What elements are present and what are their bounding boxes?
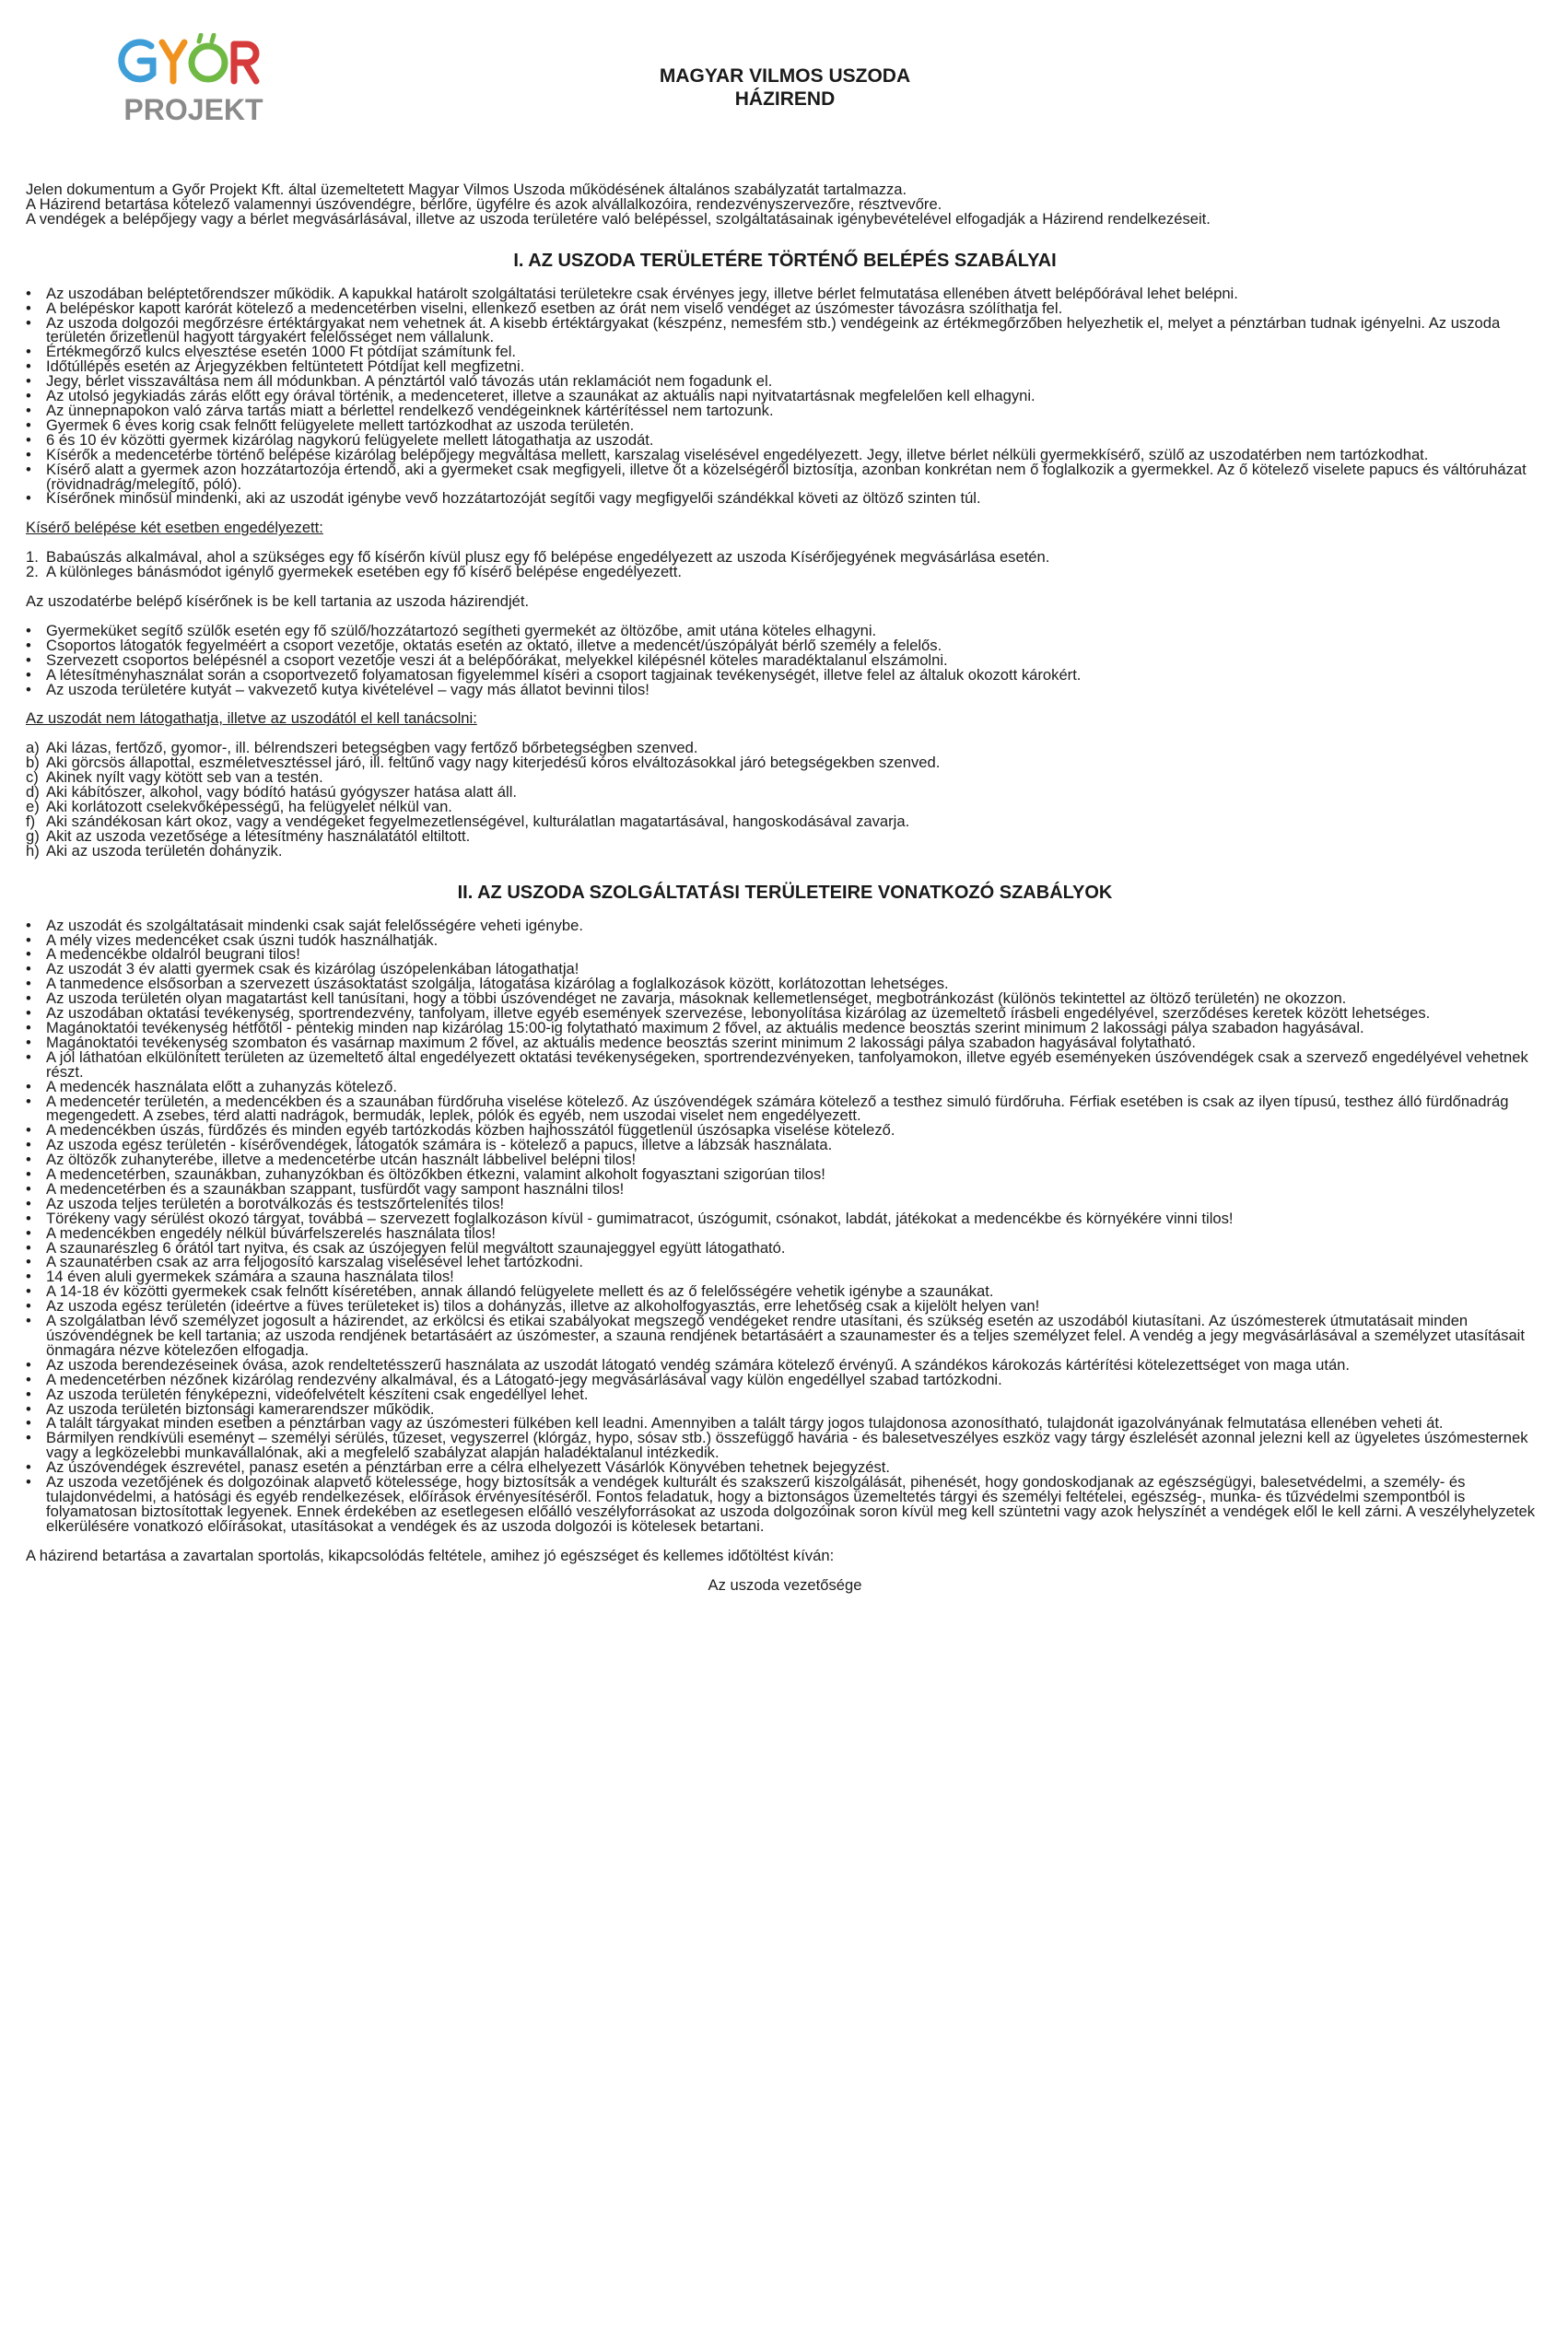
list-item: • Kísérő alatt a gyermek azon hozzátartozója értendő, aki a gyermeket csak megfigyeli, illetve őt a közelségéről biztosítja, azonban konkrétan nem ő foglalkozik a gyermekkel. Az ő kötelező viselete papucs és váltóruházat (rövidnadrág/melegítő, póló). [26,462,1544,492]
list-item: • A 14-18 év közötti gyermekek csak felnőtt kíséretében, annak állandó felügyelete mellett és az ő felelősségére vehetik igénybe a szaunákat. [26,1284,1544,1299]
list-item: • Az uszodát 3 év alatti gyermek csak és kizárólag úszópelenkában látogathatja! [26,962,1544,977]
list-item: • 14 éven aluli gyermekek számára a szauna használata tilos! [26,1269,1544,1284]
list-marker: h) [26,841,40,860]
list-item: • A szaunatérben csak az arra feljogosító karszalag viselésével lehet tartózkodni. [26,1255,1544,1269]
intro-paragraph: A vendégek a belépőjegy vagy a bérlet megvásárlásával, illetve az uszoda területére való belépéssel, szolgáltatásainak igénybevételével elfogadják a Házirend rendelkezéseit. [26,209,1211,228]
list-item: • A medencetérben és a szaunákban szappant, tusfürdőt vagy sampont használni tilos! [26,1182,1544,1197]
escort-subheading: Kísérő belépése két esetben engedélyezett: [26,519,323,537]
list-item: • Az uszodában beléptetőrendszer működik. A kapukkal határolt szolgáltatási területekre csak érvényes jegy, illetve bérlet felmutatása ellenében átvett belépőórával lehet belépni. [26,287,1544,301]
list-item: • Az uszoda berendezéseinek óvása, azok rendeltetésszerű használata az uszodát látogató vendég számára kötelező érvényű. A szándékos károkozás kártérítési kötelezettséget von maga után. [26,1358,1544,1373]
list-item: • 6 és 10 év közötti gyermek kizárólag nagykorú felügyelete mellett látogathatja az uszodát. [26,433,1544,448]
intro-paragraph: Jelen dokumentum a Győr Projekt Kft. által üzemeltetett Magyar Vilmos Uszoda működésének általános szabályzatát tartalmazza. [26,181,907,198]
list-item: • Az utolsó jegykiadás zárás előtt egy órával történik, a medenceteret, illetve a szaunákat az aktuális napi nyitvatartásnak megfelelően kell elhagyni. [26,389,1544,404]
list-item: • Az uszoda teljes területén a borotválkozás és testszőrtelenítés tilos! [26,1197,1544,1211]
document-subtitle: HÁZIREND [734,88,836,110]
list-item: • A medencékben engedély nélkül búvárfelszerelés használata tilos! [26,1226,1544,1241]
list-item: • Szervezett csoportos belépésnél a csoport vezetője veszi át a belépőórákat, melyekkel kilépésnél köteles maradéktalanul elszámolni. [26,653,1544,668]
list-item-text: Aki az uszoda területén dohányzik. [46,841,283,860]
intro [26,182,1544,227]
list-item: • A jól láthatóan elkülönített területen az üzemeltető által engedélyezett oktatási tevékenységeken, sportrendezvényeken, tanfolyamokon, illetve egyéb eseményeken úszóvendégek csak a szervező engedélyével vehetnek részt. [26,1050,1544,1080]
list-marker: f) [26,812,36,830]
list-item: • Gyermeküket segítő szülők esetén egy fő szülő/hozzátartozó segítheti gyermekét az öltözőbe, amit utána köteles elhagyni. [26,624,1544,638]
list-item: • Az öltözők zuhanyterébe, illetve a medencetérbe utcán használt lábbelivel belépni tilos! [26,1152,1544,1167]
list-item: • Az uszodát és szolgáltatásait mindenki csak saját felelősségére veheti igénybe. [26,918,1544,933]
list-item: • A tanmedence elsősorban a szervezett úszásoktatást szolgálja, látogatása kizárólag a foglalkozások között, korlátozottan lehetséges. [26,977,1544,991]
list-item: • Időtúllépés esetén az Árjegyzékben feltüntetett Pótdíjat kell megfizetni. [26,359,1544,374]
list-item: • Az úszóvendégek észrevétel, panasz esetén a pénztárban erre a célra elhelyezett Vásárlók Könyvében tehetnek bejegyzést. [26,1460,1544,1475]
section2-rules-list [26,918,1544,1534]
list-item: • Magánoktatói tevékenység szombaton és vasárnap maximum 2 fővel, az aktuális medence beosztás szerint minimum 2 lakossági pálya szabadon hagyásával folytatható. [26,1035,1544,1050]
list-item-text: Akit az uszoda vezetősége a létesítmény használatától eltiltott. [46,826,471,845]
list-item: • Az uszoda dolgozói megőrzésre értéktárgyakat nem vehetnek át. A kisebb értéktárgyakat (készpénz, nemesfém stb.) vendégeink az értékmegőrzőben helyezhetik el, melyet a pénztárban tudnak igényelni. Az uszoda területén őrizetlenül hagyott tárgyakért felelősséget nem vállalunk. [26,316,1544,345]
list-item: • Az uszoda területén olyan magatartást kell tanúsítani, hogy a többi úszóvendéget ne zavarja, másoknak kellemetlenséget, megbotránkozást (különös tekintettel az öltöző területén) ne okozzon. [26,991,1544,1006]
section-heading-1: I. AZ USZODA TERÜLETÉRE TÖRTÉNŐ BELÉPÉS SZABÁLYAI [513,250,1057,271]
document-title: MAGYAR VILMOS USZODA [659,65,911,87]
list-marker: g) [26,826,40,845]
list-item: • Kísérők a medencetérbe történő belépése kizárólag belépőjegy megváltása mellett, karszalag viselésével engedélyezett. Jegy, illetve bérlet nélküli gyermekkísérő, szülő az uszodatérben nem tartózkodhat. [26,448,1544,462]
list-item: • Az uszoda területére kutyát – vakvezető kutya kivételével – vagy más állatot bevinni tilos! [26,683,1544,697]
list-item: • Az uszoda egész területén - kísérővendégek, látogatók számára is - kötelező a papucs, illetve a lábzsák használata. [26,1138,1544,1152]
list-marker: a) [26,739,40,757]
list-item: • Az uszodában oktatási tevékenység, sportrendezvény, tanfolyam, illetve egyéb események szervezése, lebonyolítása kizárólag az üzemeltető írásbeli engedélyével, szerződéses keretek között lehetséges. [26,1006,1544,1021]
list-item: • A medencetérben, szaunákban, zuhanyzókban és öltözőkben étkezni, valamint alkoholt fogyasztani szigorúan tilos! [26,1167,1544,1182]
escort-note: Az uszodatérbe belépő kísérőnek is be kell tartania az uszoda házirendjét. [26,592,530,611]
list-item: • Magánoktatói tevékenység hétfőtől - péntekig minden nap kizárólag 15:00-ig folytatható maximum 2 fővel, az aktuális medence beosztás szerint minimum 2 lakossági pálya szabadon hagyásával. [26,1021,1544,1035]
list-item: • Az uszoda vezetőjének és dolgozóinak alapvető kötelessége, hogy biztosítsák a vendégek kulturált és szakszerű kiszolgálását, pihenését, hogy gondoskodjanak az egészségügyi, balesetvédelmi, a személy- és tulajdonvédelmi, a hatósági és egyéb rendelkezések, előírások érvényesítéséről. Fontos feladatuk, hogy a biztonságos üzemeltetés tárgyi és személyi feltételei, egészség-, munka- és tűzvédelmi szempontból is folyamatosan biztosítottak legyenek. Ennek érdekében az esetlegesen előálló veszélyforrásokat az uszoda dolgozóinak soron kívül meg kell szüntetni vagy azok helyszínét a vendégek elől le kell zárni. A veszélyhelyzetek elkerülésére vonatkozó előírásokat, utasításokat a vendégek és az uszoda dolgozói is kötelesek betartani. [26,1475,1544,1534]
list-item-text: Aki lázas, fertőző, gyomor-, ill. bélrendszeri betegségben vagy fertőző bőrbetegségben szenved. [46,739,698,757]
section1-rules-list [26,284,1544,508]
list-item: • A medencetérben nézőnek kizárólag rendezvény alkalmával, és a Látogató-jegy megvásárlásával vagy külön engedéllyel szabad tartózkodni. [26,1373,1544,1387]
list-marker: d) [26,783,40,801]
list-item: • Gyermek 6 éves korig csak felnőtt felügyelete mellett tartózkodhat az uszoda területén. [26,418,1544,433]
list-item-text: Aki szándékosan kárt okoz, vagy a vendégeket fegyelmezetlenségével, kulturálatlan magatartásával, hangoskodásával zavarja. [46,812,910,830]
list-item [26,565,1544,579]
list-item: • A belépéskor kapott karórát kötelező a medencetérben viselni, ellenkező esetben az órát nem viselő vendéget az úszómester távozásra szólíthatja fel. [26,301,1544,316]
intro-paragraph: A Házirend betartása kötelező valamennyi úszóvendégre, bérlőre, ügyfélre és azok alvállalkozóira, rendezvényszervezőre, résztvevőre. [26,194,942,213]
list-item-text: Aki kábítószer, alkohol, vagy bódító hatású gyógyszer hatása alatt áll. [46,783,518,801]
list-item: • Az ünnepnapokon való zárva tartás miatt a bérlettel rendelkező vendégeinknek kártérítéssel nem tartozunk. [26,404,1544,418]
list-item: • Bármilyen rendkívüli eseményt – személyi sérülés, tűzeset, vegyszerrel (klórgáz, hypo, sósav stb.) összefüggő havária - és balesetveszélyes eszköz vagy tárgy észlelését azonnal jelezni kell az ügyeletes úszómesternek vagy a legközelebbi munkavállalónak, aki a megfelelő szabályzat alapján haladéktalanul intézkedik. [26,1431,1544,1460]
list-item-text: Babaúszás alkalmával, ahol a szükséges egy fő kísérőn kívül plusz egy fő belépése engedélyezett az uszoda Kísérőjegyének megvásárlása esetén. [46,548,1050,567]
list-item: • A mély vizes medencéket csak úszni tudók használhatják. [26,933,1544,948]
section1-group-rules-list [26,621,1544,698]
list-item: • Az uszoda egész területén (ideértve a füves területeket is) tilos a dohányzás, illetve az alkoholfogyasztás, erre lehetőség csak a kijelölt helyen van! [26,1299,1544,1314]
list-marker: 1. [26,548,39,567]
list-item: • Csoportos látogatók fegyelméért a csoport vezetője, oktatás esetén az oktató, illetve a medencét/úszópályát bérlő személy a felelős. [26,638,1544,653]
list-item-text: Akinek nyílt vagy kötött seb van a testén. [46,768,323,787]
excluded-subheading: Az uszodát nem látogathatja, illetve az uszodától el kell tanácsolni: [26,709,477,728]
excluded-list [26,741,1544,858]
list-item: • A medencékbe oldalról beugrani tilos! [26,947,1544,962]
list-item: • A medencékben úszás, fürdőzés és minden egyéb tartózkodás közben hajhosszától függetlenül úszósapka viselése kötelező. [26,1123,1544,1138]
list-item: • Az uszoda területén biztonsági kamerarendszer működik. [26,1402,1544,1417]
list-item: • Értékmegőrző kulcs elvesztése esetén 1000 Ft pótdíjat számítunk fel. [26,345,1544,359]
logo-wordmark: PROJEKT [123,93,263,126]
list-item: • A talált tárgyakat minden esetben a pénztárban vagy az úszómesteri fülkében kell leadni. Amennyiben a talált tárgy jogos tulajdonosa azonosítható, tulajdonát igazolványának felmutatása ellenében veheti át. [26,1416,1544,1431]
header [26,33,1544,144]
list-item: • Jegy, bérlet visszaváltása nem áll módunkban. A pénztártól való távozás után reklamációt nem fogadunk el. [26,374,1544,389]
section-heading-2: II. AZ USZODA SZOLGÁLTATÁSI TERÜLETEIRE VONATKOZÓ SZABÁLYOK [457,882,1113,903]
list-marker: 2. [26,563,39,581]
list-item: • Az uszoda területén fényképezni, videófelvételt készíteni csak engedéllyel lehet. [26,1387,1544,1402]
list-item: • A szolgálatban lévő személyzet jogosult a házirendet, az erkölcsi és etikai szabályokat megszegő vendégeket rendre utasítani, és szükség esetén az uszodából kiutasítani. Az úszómesterek útmutatásait minden úszóvendégnek be kell tartania; az uszoda rendjének betartásáért az úszómester, a szauna rendjének betartásáért a szaunamester és a teljes személyzet felel. A vendég a jegy megvásárlásával a személyzet utasításait önmagára nézve kötelezően elfogadja. [26,1314,1544,1358]
list-marker: b) [26,754,40,772]
list-item-text: Aki korlátozott cselekvőképességű, ha felügyelet nélkül van. [46,798,452,815]
signature: Az uszoda vezetősége [708,1575,862,1594]
list-marker: e) [26,798,40,815]
list-item-text: A különleges bánásmódot igénylő gyermekek esetében egy fő kísérő belépése engedélyezett. [46,563,683,581]
list-item: • A szaunarészleg 6 órától tart nyitva, és csak az úszójegyen felül megváltott szaunajeggyel együtt látogatható. [26,1241,1544,1256]
closing-statement: A házirend betartása a zavartalan sportolás, kikapcsolódás feltétele, amihez jó egészséget és kellemes időtöltést kíván: [26,1546,835,1564]
list-item: • Kísérőnek minősül mindenki, aki az uszodát igénybe vevő hozzátartozóját segítői vagy megfigyelői szándékkal követi az öltöző szinten túl. [26,491,1544,506]
list-item: • Törékeny vagy sérülést okozó tárgyat, továbbá – szervezett foglalkozáson kívül - gumimatracot, úszógumit, csónakot, labdát, játékokat a medencékbe és környékére vinni tilos! [26,1211,1544,1226]
escort-cases-list [26,550,1544,579]
list-item: • A létesítményhasználat során a csoportvezető folyamatosan figyelemmel kíséri a csoport tagjainak tevékenységét, illetve felel az általuk okozott károkért. [26,668,1544,683]
list-item-text: Aki görcsös állapottal, eszméletvesztéssel járó, ill. feltűnő vagy nagy kiterjedésű kóros elváltozásokkal járó betegségekben szenved. [46,754,941,772]
list-marker: c) [26,768,39,787]
list-item: • A medencetér területén, a medencékben és a szaunában fürdőruha viselése kötelező. Az úszóvendégek számára kötelező a testhez simuló fürdőruha. Férfiak esetében is csak az ilyen típusú, testhez álló fürdőnadrág megengedett. A zsebes, térd alatti nadrágok, bermudák, leplek, pólók és egyéb, nem uszodai viselet nem engedélyezett. [26,1094,1544,1124]
list-item: • A medencék használata előtt a zuhanyzás kötelező. [26,1080,1544,1094]
list-item [26,841,1544,860]
title-block [26,64,1544,111]
